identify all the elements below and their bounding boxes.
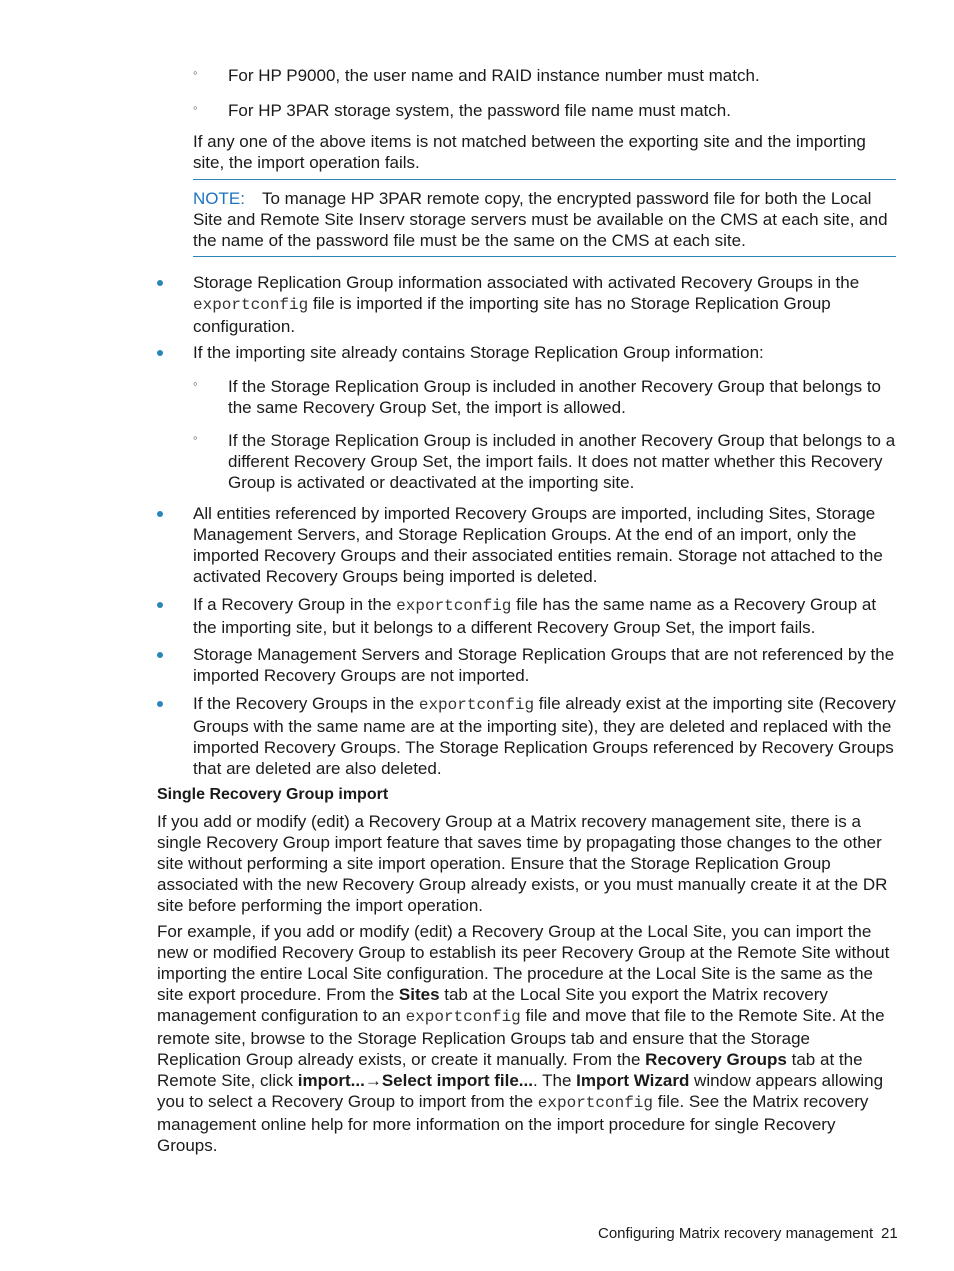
circle-bullet-icon: ◦ xyxy=(193,65,198,80)
text-run: If a Recovery Group in the xyxy=(193,595,397,614)
text-run: . The xyxy=(532,1071,577,1090)
note-text: To manage HP 3PAR remote copy, the encrypted password file for both the Local Site and Remote Site Inserv storage servers must be available on the CMS at each site, and the name of the password file must be the same on the CMS at each site. xyxy=(193,189,888,250)
note-box xyxy=(193,179,896,257)
text-run: Storage Replication Group information associated with activated Recovery Groups in the xyxy=(193,273,860,292)
circle-bullet-icon: ◦ xyxy=(193,430,198,445)
ui-term-import-wizard: Import Wizard xyxy=(576,1071,690,1090)
circle-bullet-icon: ◦ xyxy=(193,100,198,115)
text-run: file has the same name as a Recovery Group at the importing site, but it belongs to a different Recovery Group Set, the import fails. xyxy=(193,595,877,637)
text-run: window appears allowing you to select a Recovery Group to import from the xyxy=(157,1071,884,1111)
text-run: file. See the Matrix recovery management online help for more information on the import procedure for single Recovery Groups. xyxy=(157,1092,869,1155)
code-exportconfig: exportconfig xyxy=(418,696,535,714)
ui-term-import: import... xyxy=(297,1071,365,1090)
circle-bullet-icon: ◦ xyxy=(193,376,198,391)
text-run: file is imported if the importing site has no Storage Replication Group configuration. xyxy=(193,294,831,336)
list-item-text xyxy=(193,272,898,337)
paragraph: If you add or modify (edit) a Recovery Group at a Matrix recovery management site, there is a single Recovery Group import feature that saves time by propagating those changes to the other site without performing a site import operation. Ensure that the Storage Replication Group associated with the new Recovery Group already exists, or you must manually create it at the DR site before performing the import operation. xyxy=(157,812,888,915)
text-run: file and move that file to the Remote Site. At the remote site, browse to the Storage Replication Groups tab and ensure that the Storage Replication Group already exists, or create it manually. From the xyxy=(157,1006,885,1069)
bullet-dot-icon xyxy=(157,652,163,658)
code-exportconfig: exportconfig xyxy=(193,296,309,314)
ui-term-select-import-file: Select import file... xyxy=(381,1071,533,1090)
ui-term-sites: Sites xyxy=(398,985,440,1004)
ui-term-recovery-groups: Recovery Groups xyxy=(645,1050,787,1069)
sub-list-item-text: For HP P9000, the user name and RAID instance number must match. xyxy=(228,66,760,85)
code-exportconfig: exportconfig xyxy=(537,1094,653,1112)
bullet-dot-icon xyxy=(157,350,163,356)
sub-list-item-text: For HP 3PAR storage system, the password file name must match. xyxy=(228,101,731,120)
bullet-dot-icon xyxy=(157,701,163,707)
text-run: For example, if you add or modify (edit) a Recovery Group at the Local Site, you can import the new or modified Recovery Group to establish its peer Recovery Group at the Remote Site without importing the entire Local Site configuration. The procedure at the Local Site is the same as the site export procedure. From the xyxy=(157,922,890,1004)
note-label: NOTE: xyxy=(193,189,245,208)
note-content xyxy=(193,188,896,251)
list-item-text: Storage Management Servers and Storage Replication Groups that are not referenced by the imported Recovery Groups are not imported. xyxy=(193,645,895,685)
code-exportconfig: exportconfig xyxy=(405,1008,521,1026)
text-run: If the Recovery Groups in the xyxy=(193,694,419,713)
intro-paragraph: If any one of the above items is not matched between the exporting site and the importing site, the import operation fails. xyxy=(193,132,866,172)
list-item-text xyxy=(193,594,898,638)
text-run: file already exist at the importing site (Recovery Groups with the same name are at the importing site), they are deleted and replaced with the imported Recovery Groups. The Storage Replication Groups referenced by Recovery Groups that are deleted are also deleted. xyxy=(193,694,896,778)
paragraph xyxy=(157,921,897,1156)
list-item-text xyxy=(193,693,898,779)
text-run: tab at the Local Site you export the Matrix recovery management configuration to an xyxy=(157,985,828,1025)
list-item-text: If the importing site already contains Storage Replication Group information: xyxy=(193,343,764,362)
footer-section-title: Configuring Matrix recovery management xyxy=(598,1225,874,1242)
sub-list-item-text: If the Storage Replication Group is included in another Recovery Group that belongs to the same Recovery Group Set, the import is allowed. xyxy=(228,377,881,417)
list-item-text: All entities referenced by imported Recovery Groups are imported, including Sites, Storage Management Servers, and Storage Replication Groups. At the end of an import, only the imported Recovery Groups and their associated entities remain. Storage not attached to the activated Recovery Groups being imported is deleted. xyxy=(193,504,883,586)
bullet-dot-icon xyxy=(157,511,163,517)
code-exportconfig: exportconfig xyxy=(396,597,512,615)
bullet-dot-icon xyxy=(157,280,163,286)
bullet-dot-icon xyxy=(157,602,163,608)
sub-list-item-text: If the Storage Replication Group is included in another Recovery Group that belongs to a different Recovery Group Set, the import fails. It does not matter whether this Recovery Group is activated or deactivated at the importing site. xyxy=(228,431,896,492)
menu-arrow-icon: → xyxy=(364,1071,382,1090)
section-heading: Single Recovery Group import xyxy=(157,786,389,803)
text-run: tab at the Remote Site, click xyxy=(157,1050,863,1090)
page-number: 21 xyxy=(881,1225,898,1242)
